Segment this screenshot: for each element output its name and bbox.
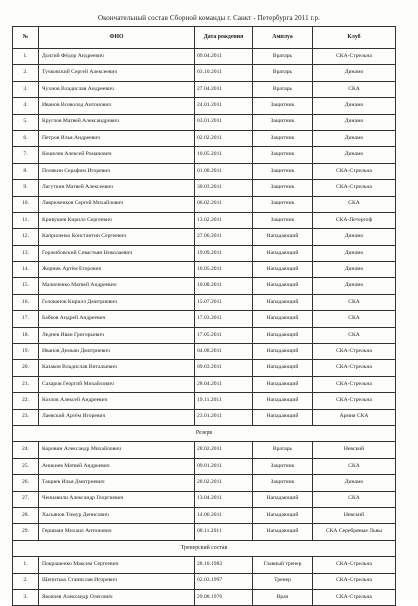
- row-number: 10.: [13, 196, 39, 212]
- birth-date: 17.03.2011: [195, 311, 253, 327]
- club-name: Невский: [313, 507, 396, 523]
- position: Нападающий: [253, 245, 313, 261]
- player-name: Яковлев Александр Олегович: [39, 589, 195, 605]
- player-name: Леднев Иван Григорьевич: [39, 327, 195, 343]
- player-name: Шепитько Станислав Игоревич: [39, 573, 195, 589]
- player-name: Тучковский Сергей Алексеевич: [39, 65, 195, 81]
- player-row: [13, 180, 396, 196]
- birth-date: 19.11.2011: [195, 393, 253, 409]
- position: Нападающий: [253, 360, 313, 376]
- player-row: [13, 409, 396, 425]
- club-name: СКА-Стрельна: [313, 557, 396, 573]
- position: Защитник: [253, 475, 313, 491]
- header-club: Клуб: [313, 27, 396, 49]
- row-number: 8.: [13, 163, 39, 179]
- club-name: СКА: [313, 81, 396, 97]
- position: Нападающий: [253, 376, 313, 392]
- coach-row: [13, 557, 396, 573]
- birth-date: 06.02.2011: [195, 196, 253, 212]
- player-name: Лаевский Артём Игоревич: [39, 409, 195, 425]
- club-name: Динамо: [313, 98, 396, 114]
- club-name: Динамо: [313, 262, 396, 278]
- position: Защитник: [253, 196, 313, 212]
- player-name: Кошелев Алексей Романович: [39, 147, 195, 163]
- position: Вратарь: [253, 442, 313, 458]
- position: Главный тренер: [253, 557, 313, 573]
- player-name: Голованов Кирилл Дмитриевич: [39, 294, 195, 310]
- player-name: Казаков Владислав Витальевич: [39, 360, 195, 376]
- club-name: Невский: [313, 442, 396, 458]
- row-number: 27.: [13, 491, 39, 507]
- birth-date: 02.03.1997: [195, 573, 253, 589]
- position: Защитник: [253, 212, 313, 228]
- header-name: ФИО: [39, 27, 195, 49]
- player-row: [13, 212, 396, 228]
- birth-date: 16.05.2011: [195, 262, 253, 278]
- birth-date: 13.02.2011: [195, 212, 253, 228]
- row-number: 21.: [13, 376, 39, 392]
- club-name: Динамо: [313, 475, 396, 491]
- player-row: [13, 65, 396, 81]
- birth-date: 28.04.2011: [195, 376, 253, 392]
- position: Нападающий: [253, 409, 313, 425]
- club-name: Динамо: [313, 245, 396, 261]
- row-number: 6.: [13, 130, 39, 146]
- row-number: 16.: [13, 294, 39, 310]
- player-name: Иванов Демьян Дмитриевич: [39, 344, 195, 360]
- club-name: Армия СКА: [313, 409, 396, 425]
- reserve-player-row: [13, 491, 396, 507]
- birth-date: 13.04.2011: [195, 491, 253, 507]
- player-row: [13, 311, 396, 327]
- player-name: Чениавили Александр Георгиевич: [39, 491, 195, 507]
- roster-body: [13, 49, 396, 606]
- club-name: СКА-Петергоф: [313, 212, 396, 228]
- row-number: 18.: [13, 327, 39, 343]
- player-name: Петров Илья Андреевич: [39, 130, 195, 146]
- coach-row: [13, 573, 396, 589]
- row-number: 1.: [13, 49, 39, 65]
- row-number: 1.: [13, 557, 39, 573]
- row-number: 4.: [13, 98, 39, 114]
- position: Нападающий: [253, 278, 313, 294]
- birth-date: 23.01.2011: [195, 409, 253, 425]
- club-name: Динамо: [313, 278, 396, 294]
- player-row: [13, 163, 396, 179]
- position: Защитник: [253, 180, 313, 196]
- row-number: 2.: [13, 65, 39, 81]
- row-number: 5.: [13, 114, 39, 130]
- row-number: 25.: [13, 458, 39, 474]
- position: Защитник: [253, 130, 313, 146]
- player-name: Кривушев Кирилл Сергеевич: [39, 212, 195, 228]
- player-name: Сахаров Георгий Михайлович: [39, 376, 195, 392]
- player-name: Козлов Алексей Андреевич: [39, 393, 195, 409]
- club-name: СКА-Стрельна: [313, 163, 396, 179]
- position: Нападающий: [253, 229, 313, 245]
- club-name: СКА: [313, 294, 396, 310]
- player-row: [13, 344, 396, 360]
- player-row: [13, 294, 396, 310]
- player-row: [13, 49, 396, 65]
- player-name: Коровин Александр Михайлович: [39, 442, 195, 458]
- position: Нападающий: [253, 327, 313, 343]
- birth-date: 10.08.2011: [195, 278, 253, 294]
- position: Защитник: [253, 147, 313, 163]
- birth-date: 29.08.1976: [195, 589, 253, 605]
- birth-date: 08.11.2011: [195, 524, 253, 540]
- position: Нападающий: [253, 311, 313, 327]
- position: Нападающий: [253, 344, 313, 360]
- position: Нападающий: [253, 262, 313, 278]
- position: Вратарь: [253, 49, 313, 65]
- birth-date: 19.09.2011: [195, 245, 253, 261]
- position: Вратарь: [253, 65, 313, 81]
- player-name: Хасьянов Тимур Денисович: [39, 507, 195, 523]
- club-name: СКА-Стрельна: [313, 589, 396, 605]
- reserve-player-row: [13, 524, 396, 540]
- birth-date: 24.01.2011: [195, 98, 253, 114]
- player-row: [13, 98, 396, 114]
- birth-date: 10.05.2011: [195, 147, 253, 163]
- row-number: 20.: [13, 360, 39, 376]
- club-name: СКА-Стрельна: [313, 573, 396, 589]
- row-number: 7.: [13, 147, 39, 163]
- player-row: [13, 360, 396, 376]
- birth-date: 09.01.2011: [195, 458, 253, 474]
- position: Нападающий: [253, 491, 313, 507]
- birth-date: 03.01.2011: [195, 114, 253, 130]
- player-name: Полякин Серафим Игоревич: [39, 163, 195, 179]
- table-header-row: [13, 27, 396, 49]
- row-number: 19.: [13, 344, 39, 360]
- birth-date: 09.03.2011: [195, 360, 253, 376]
- row-number: 3.: [13, 81, 39, 97]
- position: Нападающий: [253, 294, 313, 310]
- player-name: Жорник Артём Егорович: [39, 262, 195, 278]
- club-name: СКА-Стрельна: [313, 49, 396, 65]
- coaches-section-label: Тренерский состав: [13, 540, 396, 556]
- player-name: Тащиев Илья Дмитриевич: [39, 475, 195, 491]
- row-number: 3.: [13, 589, 39, 605]
- birth-date: 15.07.2011: [195, 294, 253, 310]
- player-name: Горжибовский Севастьян Николаевич: [39, 245, 195, 261]
- player-row: [13, 81, 396, 97]
- player-name: Малюченко Матвей Андреевич: [39, 278, 195, 294]
- player-row: [13, 147, 396, 163]
- document-title: Окончательный состав Сборной команды г. Санкт - Петербурга 2011 г.р.: [97, 14, 321, 22]
- club-name: СКА Серебряные Львы: [313, 524, 396, 540]
- player-name: Лагуткин Матвей Алексеевич: [39, 180, 195, 196]
- club-name: Динамо: [313, 114, 396, 130]
- player-row: [13, 196, 396, 212]
- player-row: [13, 114, 396, 130]
- player-row: [13, 376, 396, 392]
- roster-table: [12, 26, 396, 606]
- row-number: 24.: [13, 442, 39, 458]
- player-name: Гершман Михаил Антонович: [39, 524, 195, 540]
- coach-row: [13, 589, 396, 605]
- row-number: 15.: [13, 278, 39, 294]
- row-number: 14.: [13, 262, 39, 278]
- player-name: Иванов Всеволод Антонович: [39, 98, 195, 114]
- player-name: Покрашенко Максим Сергеевич: [39, 557, 195, 573]
- club-name: Динамо: [313, 65, 396, 81]
- club-name: СКА: [313, 327, 396, 343]
- birth-date: 30.03.2011: [195, 180, 253, 196]
- club-name: СКА-Стрельна: [313, 393, 396, 409]
- player-name: Бабков Андрей Андреевич: [39, 311, 195, 327]
- birth-date: 09.04.2011: [195, 49, 253, 65]
- player-name: Чухнов Владислав Андреевич: [39, 81, 195, 97]
- position: Тренер: [253, 573, 313, 589]
- club-name: СКА-Стрельна: [313, 376, 396, 392]
- position: Защитник: [253, 98, 313, 114]
- birth-date: 28.02.2011: [195, 442, 253, 458]
- player-row: [13, 229, 396, 245]
- row-number: 17.: [13, 311, 39, 327]
- header-role: Амплуа: [253, 27, 313, 49]
- club-name: СКА: [313, 458, 396, 474]
- position: Защитник: [253, 458, 313, 474]
- row-number: 29.: [13, 524, 39, 540]
- row-number: 2.: [13, 573, 39, 589]
- club-name: СКА: [313, 311, 396, 327]
- row-number: 11.: [13, 212, 39, 228]
- birth-date: 01.08.2011: [195, 163, 253, 179]
- position: Защитник: [253, 163, 313, 179]
- row-number: 9.: [13, 180, 39, 196]
- birth-date: 28.02.2011: [195, 475, 253, 491]
- club-name: Динамо: [313, 229, 396, 245]
- position: Вратарь: [253, 81, 313, 97]
- birth-date: 03.10.2011: [195, 65, 253, 81]
- header-dob: Дата рождения: [195, 27, 253, 49]
- player-name: Каприленко Константин Сергеевич: [39, 229, 195, 245]
- position: Врач: [253, 589, 313, 605]
- player-row: [13, 245, 396, 261]
- club-name: СКА-Стрельна: [313, 180, 396, 196]
- reserve-section: [13, 425, 396, 441]
- row-number: 26.: [13, 475, 39, 491]
- row-number: 28.: [13, 507, 39, 523]
- coaches-section: [13, 540, 396, 556]
- header-num: №: [13, 27, 39, 49]
- club-name: СКА: [313, 196, 396, 212]
- birth-date: 17.05.2011: [195, 327, 253, 343]
- row-number: 22.: [13, 393, 39, 409]
- reserve-player-row: [13, 475, 396, 491]
- position: Нападающий: [253, 524, 313, 540]
- birth-date: 14.06.2011: [195, 507, 253, 523]
- position: Нападающий: [253, 507, 313, 523]
- birth-date: 02.02.2011: [195, 130, 253, 146]
- club-name: Динамо: [313, 130, 396, 146]
- club-name: СКА: [313, 491, 396, 507]
- player-row: [13, 262, 396, 278]
- row-number: 12.: [13, 229, 39, 245]
- player-name: Аникиев Матвей Андреевич: [39, 458, 195, 474]
- reserve-player-row: [13, 458, 396, 474]
- reserve-player-row: [13, 507, 396, 523]
- player-row: [13, 130, 396, 146]
- birth-date: 28.10.1983: [195, 557, 253, 573]
- player-row: [13, 393, 396, 409]
- birth-date: 04.08.2011: [195, 344, 253, 360]
- player-name: Круглов Матвей Александрович: [39, 114, 195, 130]
- club-name: СКА-Стрельна: [313, 344, 396, 360]
- player-name: Лавреженков Сергей Михайлович: [39, 196, 195, 212]
- position: Нападающий: [253, 393, 313, 409]
- club-name: Динамо: [313, 147, 396, 163]
- birth-date: 27.06.2011: [195, 229, 253, 245]
- reserve-player-row: [13, 442, 396, 458]
- position: Защитник: [253, 114, 313, 130]
- row-number: 13.: [13, 245, 39, 261]
- player-row: [13, 278, 396, 294]
- row-number: 23.: [13, 409, 39, 425]
- reserve-section-label: Резерв: [13, 425, 396, 441]
- club-name: СКА-Стрельна: [313, 360, 396, 376]
- player-name: Долгий Фёдор Андреевич: [39, 49, 195, 65]
- player-row: [13, 327, 396, 343]
- birth-date: 27.04.2011: [195, 81, 253, 97]
